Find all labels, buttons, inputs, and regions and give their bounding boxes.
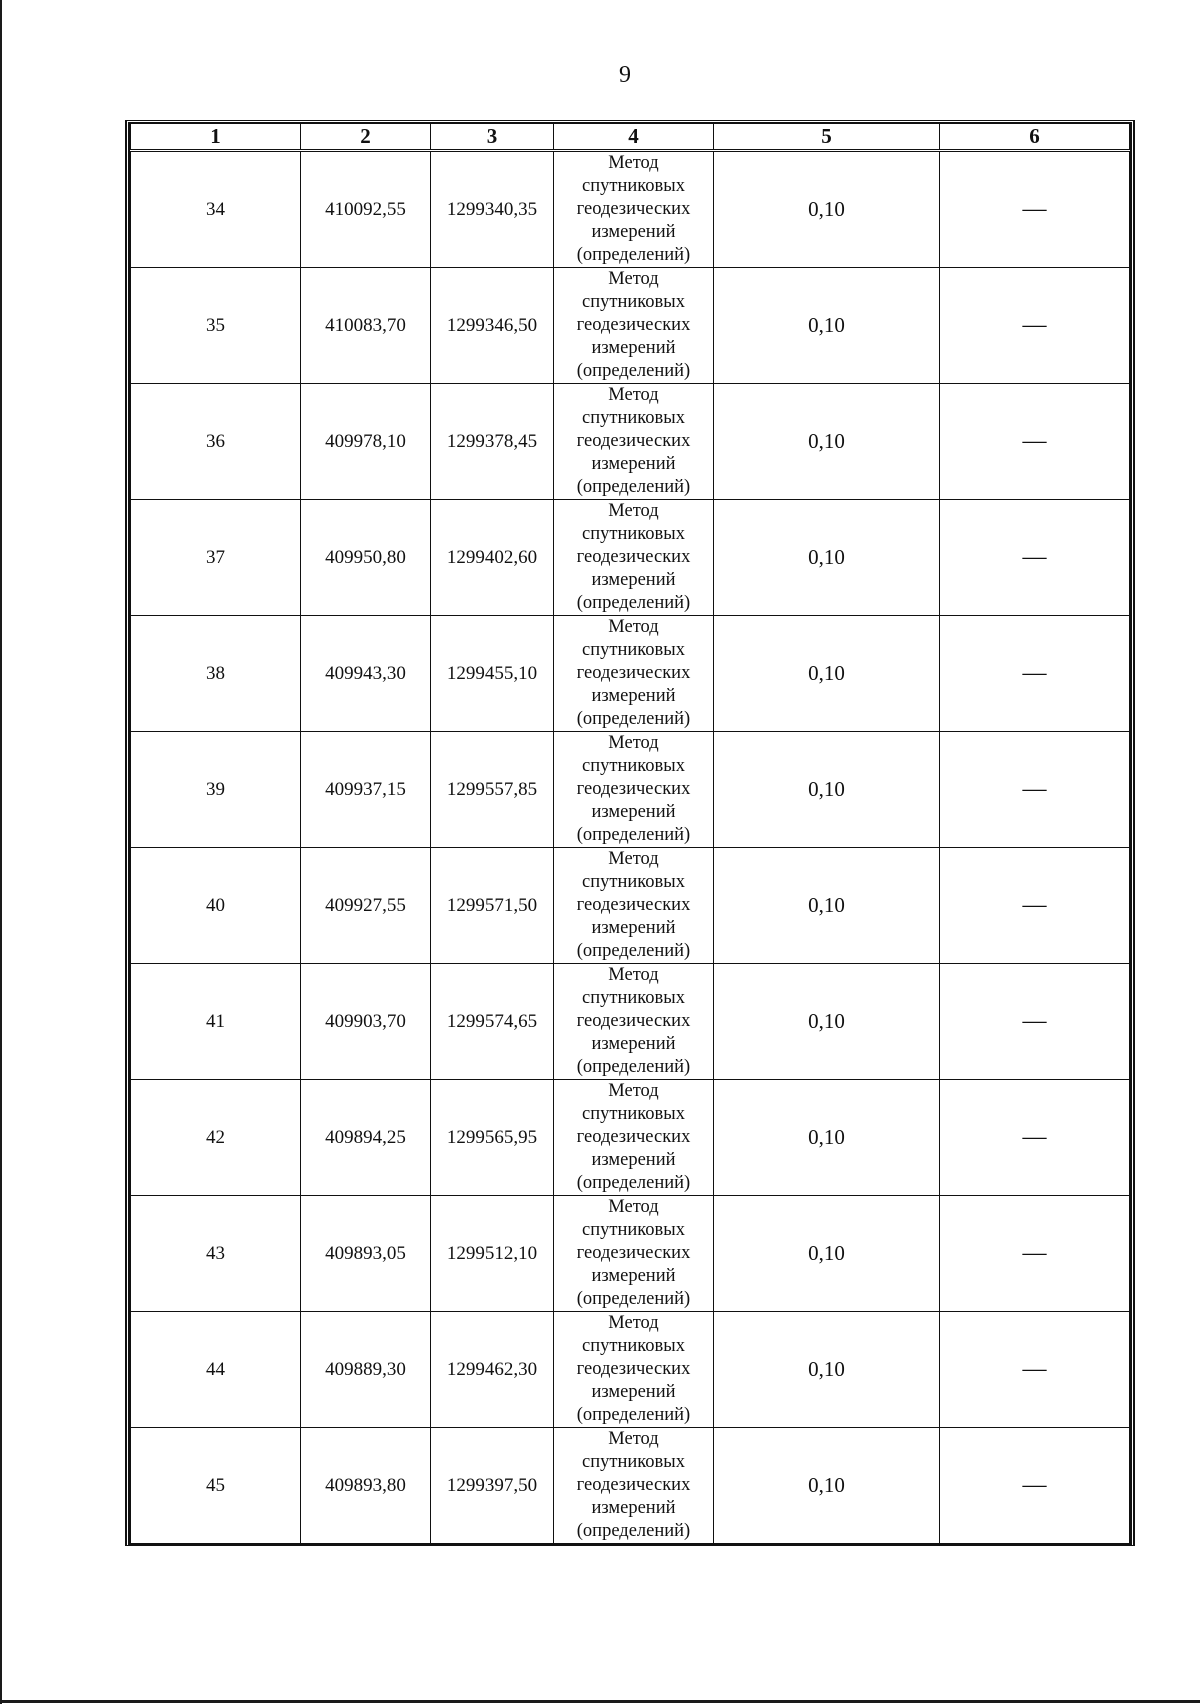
column-header-1: 1 <box>131 124 301 151</box>
coordinate-x-cell: 409894,25 <box>301 1080 431 1196</box>
method-text-line: измерений <box>591 1498 676 1518</box>
method-cell <box>554 732 714 848</box>
column-header-2: 2 <box>301 124 431 151</box>
accuracy-cell: 0,10 <box>714 848 940 964</box>
method-cell <box>554 616 714 732</box>
point-number-cell: 35 <box>131 268 301 384</box>
table-row <box>131 616 1130 732</box>
accuracy-cell: 0,10 <box>714 500 940 616</box>
coordinates-table-frame <box>125 120 1135 1546</box>
note-cell: — <box>940 848 1130 964</box>
method-text-line: Метод <box>608 1081 659 1101</box>
method-text-line: спутниковых <box>582 408 685 428</box>
method-text-line: (определений) <box>576 593 691 613</box>
note-cell: — <box>940 151 1130 268</box>
accuracy-cell: 0,10 <box>714 964 940 1080</box>
method-text-line: Метод <box>608 965 659 985</box>
method-text-line: спутниковых <box>582 988 685 1008</box>
point-number-cell: 41 <box>131 964 301 1080</box>
note-cell: — <box>940 268 1130 384</box>
method-text-line: геодезических <box>576 1127 691 1147</box>
note-cell: — <box>940 732 1130 848</box>
method-text-line: геодезических <box>576 1359 691 1379</box>
coordinate-y-cell: 1299455,10 <box>431 616 554 732</box>
method-text-line: измерений <box>591 1034 676 1054</box>
coordinate-x-cell: 410092,55 <box>301 151 431 268</box>
method-text-line: Метод <box>608 849 659 869</box>
method-text-line: (определений) <box>576 825 691 845</box>
method-text-line: геодезических <box>576 1011 691 1031</box>
point-number-cell: 40 <box>131 848 301 964</box>
method-cell <box>554 500 714 616</box>
coordinate-x-cell: 409943,30 <box>301 616 431 732</box>
point-number-cell: 38 <box>131 616 301 732</box>
accuracy-cell: 0,10 <box>714 1080 940 1196</box>
method-cell <box>554 1080 714 1196</box>
table-row <box>131 964 1130 1080</box>
column-header-3: 3 <box>431 124 554 151</box>
method-text-line: измерений <box>591 918 676 938</box>
point-number-cell: 34 <box>131 151 301 268</box>
method-text-line: спутниковых <box>582 1104 685 1124</box>
method-text-line: спутниковых <box>582 756 685 776</box>
method-text-line: (определений) <box>576 245 691 265</box>
method-text-line: спутниковых <box>582 1336 685 1356</box>
accuracy-cell: 0,10 <box>714 732 940 848</box>
table-row <box>131 1080 1130 1196</box>
method-text-line: геодезических <box>576 1475 691 1495</box>
point-number-cell: 39 <box>131 732 301 848</box>
method-text-line: Метод <box>608 1197 659 1217</box>
note-cell: — <box>940 500 1130 616</box>
method-text-line: Метод <box>608 1429 659 1449</box>
coordinate-y-cell: 1299462,30 <box>431 1312 554 1428</box>
method-text-line: измерений <box>591 1266 676 1286</box>
method-text-line: Метод <box>608 1313 659 1333</box>
method-text-line: (определений) <box>576 1405 691 1425</box>
accuracy-cell: 0,10 <box>714 1312 940 1428</box>
table-row <box>131 1196 1130 1312</box>
method-text-line: (определений) <box>576 1057 691 1077</box>
method-text-line: измерений <box>591 222 676 242</box>
table-body <box>131 151 1130 1544</box>
point-number-cell: 44 <box>131 1312 301 1428</box>
method-text-line: измерений <box>591 1382 676 1402</box>
coordinate-y-cell: 1299378,45 <box>431 384 554 500</box>
method-text-line: Метод <box>608 153 659 173</box>
method-text-line: измерений <box>591 1150 676 1170</box>
column-header-4: 4 <box>554 124 714 151</box>
point-number-cell: 42 <box>131 1080 301 1196</box>
coordinate-y-cell: 1299402,60 <box>431 500 554 616</box>
coordinate-x-cell: 409927,55 <box>301 848 431 964</box>
method-text-line: измерений <box>591 338 676 358</box>
coordinate-y-cell: 1299346,50 <box>431 268 554 384</box>
method-text-line: (определений) <box>576 477 691 497</box>
accuracy-cell: 0,10 <box>714 616 940 732</box>
coordinate-y-cell: 1299340,35 <box>431 151 554 268</box>
table-row <box>131 268 1130 384</box>
method-text-line: Метод <box>608 269 659 289</box>
coordinate-x-cell: 409893,05 <box>301 1196 431 1312</box>
coordinates-table <box>130 123 1130 1544</box>
method-text-line: геодезических <box>576 547 691 567</box>
method-text-line: (определений) <box>576 1289 691 1309</box>
coordinate-x-cell: 409889,30 <box>301 1312 431 1428</box>
accuracy-cell: 0,10 <box>714 1428 940 1544</box>
method-text-line: (определений) <box>576 361 691 381</box>
method-cell <box>554 964 714 1080</box>
method-text-line: спутниковых <box>582 872 685 892</box>
method-cell <box>554 848 714 964</box>
point-number-cell: 45 <box>131 1428 301 1544</box>
method-text-line: спутниковых <box>582 524 685 544</box>
method-text-line: геодезических <box>576 315 691 335</box>
method-text-line: (определений) <box>576 1521 691 1541</box>
table-row <box>131 732 1130 848</box>
table-row <box>131 848 1130 964</box>
method-text-line: измерений <box>591 686 676 706</box>
method-cell <box>554 384 714 500</box>
method-text-line: Метод <box>608 501 659 521</box>
coordinate-y-cell: 1299571,50 <box>431 848 554 964</box>
method-text-line: (определений) <box>576 941 691 961</box>
method-text-line: Метод <box>608 733 659 753</box>
method-text-line: Метод <box>608 385 659 405</box>
point-number-cell: 37 <box>131 500 301 616</box>
accuracy-cell: 0,10 <box>714 151 940 268</box>
table-row <box>131 151 1130 268</box>
method-cell <box>554 1196 714 1312</box>
point-number-cell: 43 <box>131 1196 301 1312</box>
note-cell: — <box>940 964 1130 1080</box>
accuracy-cell: 0,10 <box>714 384 940 500</box>
note-cell: — <box>940 1428 1130 1544</box>
method-text-line: (определений) <box>576 709 691 729</box>
page-edge-bottom <box>0 1700 1200 1703</box>
method-text-line: измерений <box>591 570 676 590</box>
column-header-5: 5 <box>714 124 940 151</box>
table-row <box>131 1428 1130 1544</box>
page-edge-left <box>0 0 2 1704</box>
method-cell <box>554 268 714 384</box>
method-text-line: измерений <box>591 802 676 822</box>
note-cell: — <box>940 1080 1130 1196</box>
coordinate-x-cell: 409937,15 <box>301 732 431 848</box>
coordinate-x-cell: 409903,70 <box>301 964 431 1080</box>
method-text-line: геодезических <box>576 663 691 683</box>
table-row <box>131 384 1130 500</box>
coordinate-y-cell: 1299565,95 <box>431 1080 554 1196</box>
method-text-line: геодезических <box>576 199 691 219</box>
method-cell <box>554 151 714 268</box>
note-cell: — <box>940 1196 1130 1312</box>
column-header-6: 6 <box>940 124 1130 151</box>
coordinate-y-cell: 1299557,85 <box>431 732 554 848</box>
page-number: 9 <box>619 62 631 88</box>
accuracy-cell: 0,10 <box>714 268 940 384</box>
method-text-line: спутниковых <box>582 292 685 312</box>
coordinate-x-cell: 409950,80 <box>301 500 431 616</box>
method-text-line: геодезических <box>576 895 691 915</box>
method-text-line: (определений) <box>576 1173 691 1193</box>
table-row <box>131 1312 1130 1428</box>
accuracy-cell: 0,10 <box>714 1196 940 1312</box>
coordinate-x-cell: 409978,10 <box>301 384 431 500</box>
table-header-row <box>131 124 1130 151</box>
coordinate-x-cell: 409893,80 <box>301 1428 431 1544</box>
method-text-line: спутниковых <box>582 1452 685 1472</box>
coordinate-y-cell: 1299397,50 <box>431 1428 554 1544</box>
point-number-cell: 36 <box>131 384 301 500</box>
coordinate-x-cell: 410083,70 <box>301 268 431 384</box>
note-cell: — <box>940 1312 1130 1428</box>
method-text-line: геодезических <box>576 1243 691 1263</box>
note-cell: — <box>940 384 1130 500</box>
method-text-line: геодезических <box>576 779 691 799</box>
method-cell <box>554 1428 714 1544</box>
method-text-line: Метод <box>608 617 659 637</box>
method-text-line: спутниковых <box>582 176 685 196</box>
table-row <box>131 500 1130 616</box>
method-cell <box>554 1312 714 1428</box>
method-text-line: измерений <box>591 454 676 474</box>
method-text-line: геодезических <box>576 431 691 451</box>
method-text-line: спутниковых <box>582 640 685 660</box>
coordinate-y-cell: 1299574,65 <box>431 964 554 1080</box>
method-text-line: спутниковых <box>582 1220 685 1240</box>
note-cell: — <box>940 616 1130 732</box>
coordinate-y-cell: 1299512,10 <box>431 1196 554 1312</box>
